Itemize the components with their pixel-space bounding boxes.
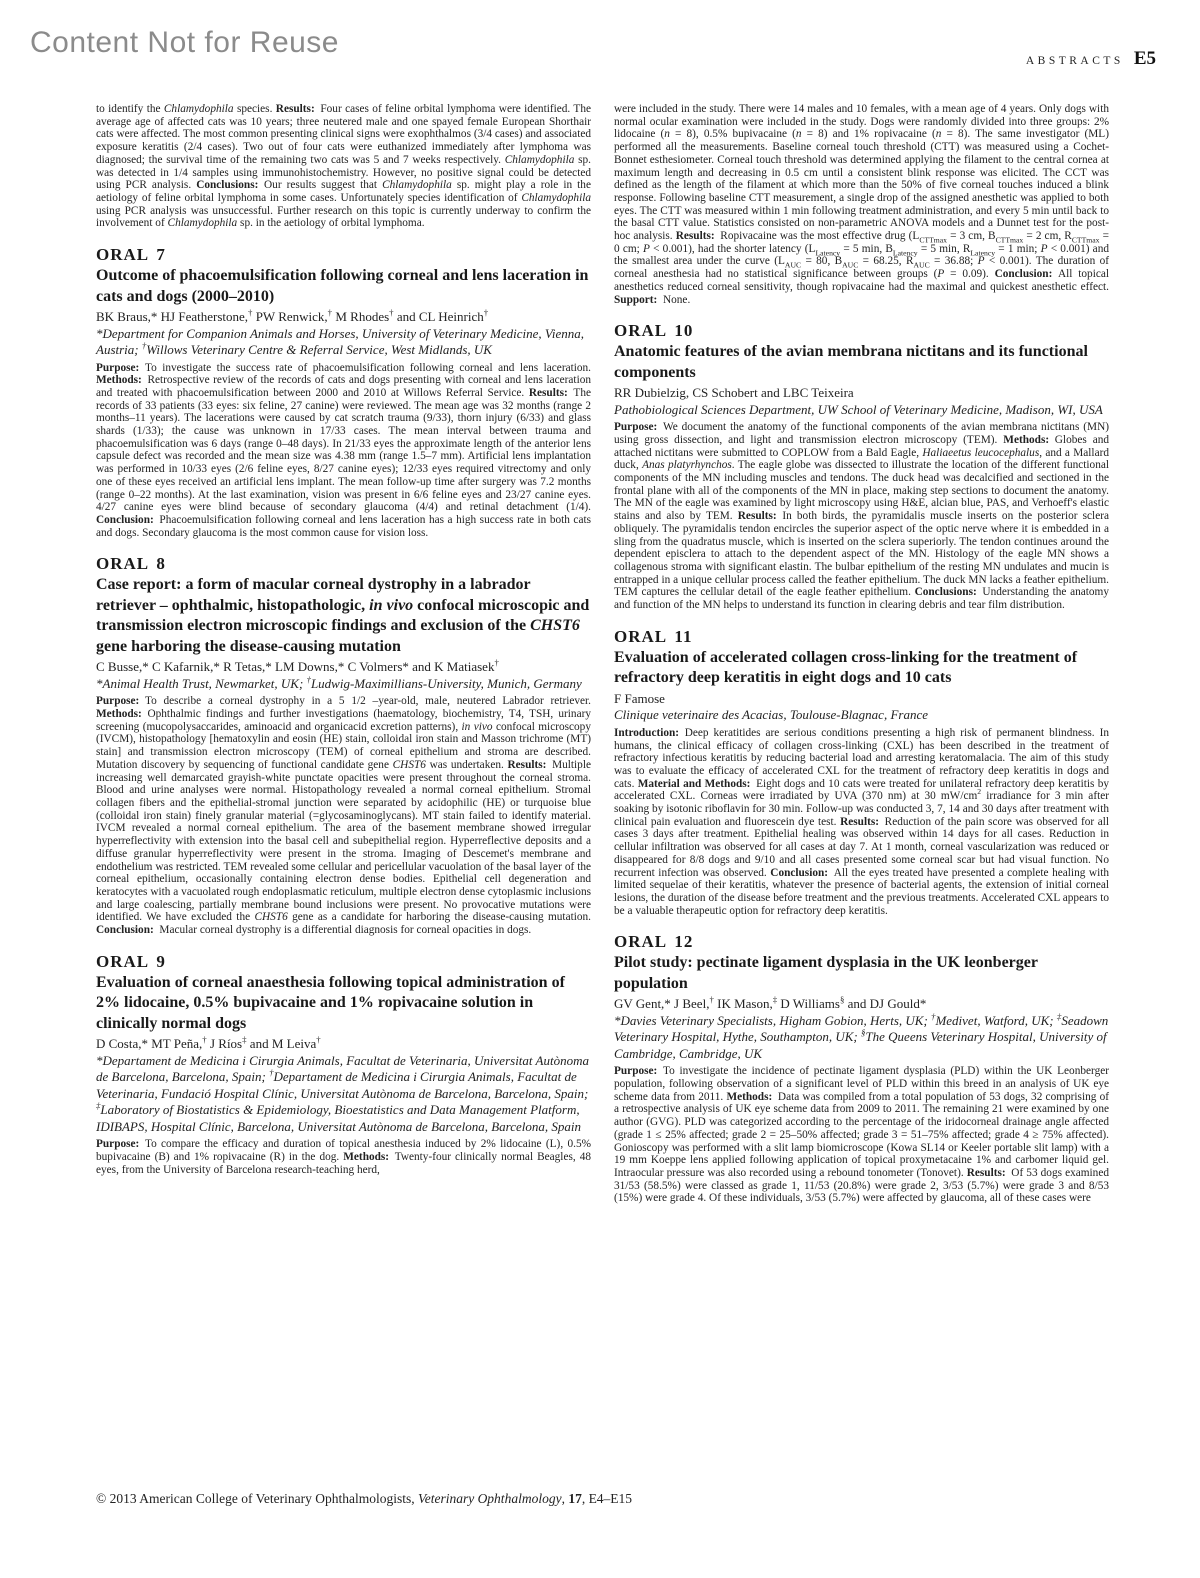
- abstract-continuation-text: to identify the Chlamydophila species. Results: Four cases of feline orbital lymphoma were identified. The average age of affected cats was 10 years; three neutered male and one spayed female European Shorthair cats were affected. The most common presenting clinical signs were exophthalmos (3/4 cases) and associated exposure keratitis (2/4 cases). Two out of four cats were euthanized immediately after lymphoma was diagnosed; the survival time of the remaining two cats was 5 and 7 weeks respectively. Chlamydophila sp. was detected in 1/4 samples using immunohistochemistry. However, no positive signal could be detected using PCR analysis. Conclusions: Our results suggest that Chlamydophila sp. might play a role in the aetiology of feline orbital lymphoma in some cases. Unfortunately species identification of Chlamydophila using PCR analysis was unsuccessful. Further research on this topic is currently underway to confirm the involvement of Chlamydophila sp. in the aetiology of orbital lymphoma.: [96, 103, 591, 230]
- abstract-body-oral-8: Purpose: To describe a corneal dystrophy in a 5 1/2 –year-old, male, neutered Labrador retriever. Methods: Ophthalmic findings and further investigations (haematology, biochemistry, T4, TSH, urinary screening (mucopolysaccarides, aminoacid and organicacid excretion patterns), in vivo confocal microscopy (IVCM), histopathology [hematoxylin and eosin (HE) stain, colloidal iron stain and Masson trichrome (MT) stain] and transmission electron microscopy (TEM) of corneal epithelium and stroma are described. Mutation discovery by sequencing of functional candidate gene CHST6 was undertaken. Results: Multiple increasing well demarcated grayish-white punctate opacities were present throughout the corneal stroma. Blood and urine analyses were normal. Histopathology revealed a normal corneal epithelium. Stromal collagen fibers and the epithelial-stromal junction were separated by acidophilic (HE) or turquoise blue (colloidal iron stain) finely granular material (=glycosaminoglycans). MT stain failed to identify material. IVCM revealed a normal corneal epithelium. The area of the basement membrane showed irregular hyperreflectivity with extension into the basal cell and subepithelial region. Hyperreflective deposits and a diffuse granular hyperreflectivity were present in the stroma. Imaging of Descemet's membrane and endothelium was restricted. TEM revealed some cellular and pericellular vacuolation of the basal layer of the corneal epithelium, occasionally containing electron dense bodies. Epithelial cell degeneration and keratocytes with a vacuolated rough endoplasmatic reticulum, multiple electron dense cytoplasmic inclusions and large coalescing, partially membrane bound inclusions were present. No provocative mutations were identified. We have excluded the CHST6 gene as a candidate for harboring the disease-causing mutation. Conclusion: Macular corneal dystrophy is a differential diagnosis for corneal opacities in dogs.: [96, 695, 591, 937]
- abstract-authors-oral-12: GV Gent,* J Beel,† IK Mason,‡ D Williams§ and DJ Gould*: [614, 995, 927, 1012]
- abstracts-two-column-layout: [96, 99, 1109, 1205]
- abstract-heading-oral-12: ORAL 12: [614, 932, 694, 952]
- abstract-oral-7: [96, 245, 591, 539]
- abstract-oral-8: [96, 554, 591, 936]
- abstract-oral-9: [96, 952, 591, 1177]
- abstract-authors-oral-9: D Costa,* MT Peña,† J Ríos‡ and M Leiva†: [96, 1034, 321, 1052]
- abstract-body-oral-7: Purpose: To investigate the success rate of phacoemulsification following corneal and lens laceration. Methods: Retrospective review of the records of cats and dogs presenting with corneal and lens laceration and treated with phacoemulsification between 2000 and 2010 at Willows Referral Service. Results: The records of 33 patients (33 eyes: six feline, 27 canine) were reviewed. The mean age was 32 months (range 2 months–11 years). The lacerations were caused by cat scratch trauma (9/33), thorn injury (6/33) and glass shards (1/33); the cause was unknown in 17/33 cases. The mean interval between trauma and phacoemulsification was 6 days (range 0–48 days). In 21/33 eyes the approximate length of the anterior lens capsule defect was recorded and the mean size was 4.38 mm (range 1.5–7 mm). Artificial lens implantation was performed in 10/33 eyes (2/6 feline eyes, 8/27 canine eyes); 12/33 eyes required vitrectomy and only one of these eyes received an artificial lens implant. The mean follow-up time after surgery was 7.2 months (range 0–22 months). At the last examination, vision was present in 6/6 feline eyes and 23/27 canine eyes. 4/27 canine eyes were blind because of secondary glaucoma (4/4) and retinal detachment (1/4). Conclusion: Phacoemulsification following corneal and lens laceration has a high success rate in both cats and dogs. Secondary glaucoma is the most common cause for vision loss.: [96, 361, 591, 539]
- abstract-title-oral-12: Pilot study: pectinate ligament dysplasia in the UK leonberger population: [614, 954, 1038, 992]
- abstract-authors-oral-11: F Famose: [614, 690, 665, 706]
- abstract-authors-oral-8: C Busse,* C Kafarnik,* R Tetas,* LM Downs,* C Volmers* and K Matiasek†: [96, 658, 499, 675]
- content-not-for-reuse-watermark: Content Not for Reuse: [30, 26, 339, 59]
- page-number: E5: [1133, 48, 1156, 69]
- abstract-affiliation-oral-12: *Davies Veterinary Specialists, Higham Gobion, Herts, UK; †Medivet, Watford, UK; ‡Seadown Veterinary Hospital, Hythe, Southampton, UK; §The Queens Veterinary Hospital, University of Cambridge, Cambridge, UK: [614, 1011, 1109, 1061]
- abstract-body-oral-11: Introduction: Deep keratitides are serious conditions presenting a high risk of permanent blindness. In humans, the clinical efficacy of collagen cross-linking (CXL) has been described in the treatment of refractory infectious keratitis by reducing bacterial load and arresting keratomalacia. The aim of this study was to evaluate the efficacy of accelerated CXL for the treatment of refractory deep keratitis in dogs and cats. Material and Methods: Eight dogs and 10 cats were treated for unilateral refractory deep keratitis by accelerated CXL. Corneas were irradiated by UVA (370 nm) at 30 $mW/cm^2$ irradiance for 3 min after soaking by isotonic riboflavin for 30 min. Follow-up was conducted 3, 7, 14 and 30 days after treatment with clinical pain evaluation and fluorescein dye test. Results: Reduction of the pain score was observed for all cases 3 days after treatment. Epithelial healing was observed within 14 days for all cases. Reduction in cellular infiltration was observed for all cases at day 7. At 1 month, corneal vascularization was reduced or disappeared for 8/8 dogs and 9/10 and all cases presented some corneal scar but had visual function. No recurrent infection was observed. Conclusion: All the eyes treated have presented a complete healing with limited sequelae of their keratitis, whatever the presence of bacterial agents, the extension of initial corneal lesions, the duration of the disease before treatment and the previous treatments. Accelerated CXL appears to be a valuable therapeutic option for refractory deep keratitis.: [614, 726, 1109, 917]
- abstract-title-oral-9: Evaluation of corneal anaesthesia following topical administration of 2% lidocaine, 0.5% bupivacaine and 1% ropivacaine solution in clinically normal dogs: [96, 973, 565, 1032]
- abstract-heading-oral-7: ORAL 7: [96, 245, 166, 265]
- abstract-authors-oral-10: RR Dubielzig, CS Schobert and LBC Teixeira: [614, 385, 854, 401]
- abstract-affiliation-oral-11: Clinique veterinaire des Acacias, Toulouse-Blagnac, France: [614, 707, 928, 723]
- abstract-title-oral-7: Outcome of phacoemulsification following corneal and lens laceration in cats and dogs (2000–2010): [96, 267, 589, 305]
- abstract-title-oral-8: Case report: a form of macular corneal dystrophy in a labrador retriever – ophthalmic, histopathologic, in vivo confocal microscopic and transmission electron microscopic findings and exclusion of the CHST6 gene harboring the disease-causing mutation: [96, 576, 590, 655]
- abstract-authors-oral-7: BK Braus,* HJ Featherstone,† PW Renwick,† M Rhodes† and CL Heinrich†: [96, 307, 489, 325]
- abstract-affiliation-oral-8: *Animal Health Trust, Newmarket, UK; †Ludwig-Maximillians-University, Munich, Germany: [96, 674, 582, 691]
- abstract-oral-10: [614, 321, 1109, 612]
- running-header: [1026, 48, 1156, 70]
- abstract-heading-oral-11: ORAL 11: [614, 626, 693, 646]
- running-head-label: ABSTRACTS: [1025, 55, 1124, 67]
- abstract-body-oral-9: Purpose: To compare the efficacy and duration of topical anesthesia induced by 2% lidocaine (L), 0.5% bupivacaine (B) and 1% ropivacaine (R) in the dog. Methods: Twenty-four clinically normal Beagles, 48 eyes, from the University of Barcelona research-teaching herd,: [96, 1138, 591, 1176]
- copyright-footer: © 2013 American College of Veterinary Ophthalmologists, Veterinary Ophthalmology, 17, E4–E15: [96, 1491, 633, 1506]
- abstract-body-oral-12: Purpose: To investigate the incidence of pectinate ligament dysplasia (PLD) within the UK Leonberger population, following observation of a significant level of PLD within this breed in an analysis of UK eye scheme data from 2011. Methods: Data was compiled from a total population of 53 dogs, 32 comprising of a retrospective analysis of UK eye scheme data from 2009 to 2011. The remaining 21 were examined by one author (GVG). PLD was categorized according to the percentage of the iridocorneal drainage angle affected (grade 1 ≤ 25% affected; grade 2 = 25–50% affected; grade 3 = 51–75% affected; grade 4 ≥ 75% affected). Gonioscopy was performed with a slit lamp biomicroscope (Kowa SL14 or Keeler portable slit lamp) with a 19 mm Koeppe lens applied following application of topical proxymetacaine 1% and carbomer liquid gel. Intraocular pressure was also recorded using a rebound tonometer (Tonovet). Results: Of 53 dogs examined 31/53 (58.5%) were classed as grade 1, 11/53 (20.8%) were grade 2, 3/53 (5.7%) were grade 3 and 8/53 (15%) were grade 4. Of these individuals, 3/53 (5.7%) were affected by glaucoma, all of these cases were: [614, 1065, 1109, 1205]
- abstract-continuation-text: were included in the study. There were 14 males and 10 females, with a mean age of 4 years. Only dogs with normal ocular examination were included in the study. Dogs were randomly divided into three groups: 2% lidocaine (n = 8), 0.5% bupivacaine (n = 8) and 1% ropivacaine (n = 8). The same investigator (ML) performed all the measurements. Baseline corneal touch threshold (CTT) was measured using a Cochet-Bonnet esthesiometer. Corneal touch threshold was determined applying the filament to the central cornea at maximum length and decreasing in 0.5 cm until a consistent blink response was elicited. The CCT was defined as the length of the filament at which more than the 50% of five corneal touches induced a blink response. Following baseline CTT measurement, a single drop of the assigned anesthetic was applied to both eyes. The CTT was measured within 1 min following treatment administration, and every 5 min until back to the basal CTT value. Statistics consisted on non-parametric ANOVA models and a Dunnet test for the post-hoc analysis. Results: Ropivacaine was the most effective drug ($L_{CTTmax} = 3$ cm, $B_{CTTmax} = 2$ cm, $R_{CTTmax} = 0$ cm; P < 0.001), had the shorter latency ($L_{Latency} = 5$ min, $B_{Latency} = 5$ min, $R_{Latency} = 1$ min; P < 0.001) and the smallest area under the curve ($L_{AUC} = 80$, $B_{AUC} = 68.25$, $R_{AUC} = 36.88$; P < 0.001). The duration of corneal anesthesia had no statistical significance between groups (P = 0.09). Conclusion: All topical anesthetics reduced corneal sensitivity, though ropivacaine had the maximal and quickest anesthetic effect. Support: None.: [614, 103, 1110, 306]
- abstract-affiliation-oral-7: *Department for Companion Animals and Horses, University of Veterinary Medicine, Vienna, Austria; †Willows Veterinary Centre & Referral Service, West Midlands, UK: [96, 325, 585, 358]
- abstract-affiliation-oral-9: *Departament de Medicina i Cirurgia Animals, Facultat de Veterinaria, Universitat Autònoma de Barcelona, Barcelona, Spain; †Departament de Medicina i Cirurgia Animals, Facultat de Veterinaria, Fundació Hospital Clínic, Universitat Autònoma de Barcelona, Barcelona, Spain; ‡Laboratory of Biostatistics & Epidemiology, Bioestatistics and Data Management Platform, IDIBAPS, Hospital Clínic, Barcelona, Universitat Autònoma de Barcelona, Barcelona, Spain: [96, 1052, 589, 1134]
- abstract-title-oral-10: Anatomic features of the avian membrana nictitans and its functional components: [614, 343, 1088, 381]
- abstract-heading-oral-9: ORAL 9: [96, 951, 166, 971]
- abstract-body-oral-10: Purpose: We document the anatomy of the functional components of the avian membrana nictitans (MN) using gross dissection, and light and transmission electron microscopy (TEM). Methods: Globes and attached nictitans were submitted to COPLOW from a Bald Eagle, Haliaeetus leucocephalus, and a Mallard duck, Anas platyrhynchos. The eagle globe was dissected to illustrate the location of the different functional components of the MN including muscles and tendons. The duck head was decalcified and sectioned in the frontal plane with all of the components of the MN in place, making step sections to document the anatomy. The MN of the eagle was examined by light microscopy using H&E, alcian blue, PAS, and Verhoeff's elastic stains and also by TEM. Results: In both birds, the pyramidalis muscle inserts on the posterior sclera obliquely. The pyramidalis tendon encircles the superior aspect of the optic nerve where it is embedded in a sling from the quadratus muscle, which is inserted on the sclera superiorly. The tendon continues around the dependent episclera to attach to the dependent aspect of the MN. Histology of the eagle MN shows a collagenous stroma with significant elastin. The bulbar epithelium of the resting MN undulates and mucin is entrapped in a unique cellular process called the feather epithelium. The duck MN lacks a feather epithelium. TEM captures the cellular detail of the eagle feather epithelium. Conclusions: Understanding the anatomy and function of the MN helps to understand its function in clearing debris and tear film distribution.: [614, 421, 1110, 612]
- abstract-oral-11: [614, 627, 1109, 918]
- abstract-affiliation-oral-10: Pathobiological Sciences Department, UW School of Veterinary Medicine, Madison, WI, USA: [614, 401, 1103, 417]
- abstract-title-oral-11: Evaluation of accelerated collagen cross-linking for the treatment of refractory deep keratitis in eight dogs and 10 cats: [614, 648, 1078, 687]
- column-right: [614, 99, 1109, 1205]
- abstract-oral-12: [614, 932, 1109, 1205]
- abstract-heading-oral-10: ORAL 10: [614, 321, 694, 341]
- column-left: [96, 99, 591, 1205]
- abstract-heading-oral-8: ORAL 8: [96, 554, 166, 574]
